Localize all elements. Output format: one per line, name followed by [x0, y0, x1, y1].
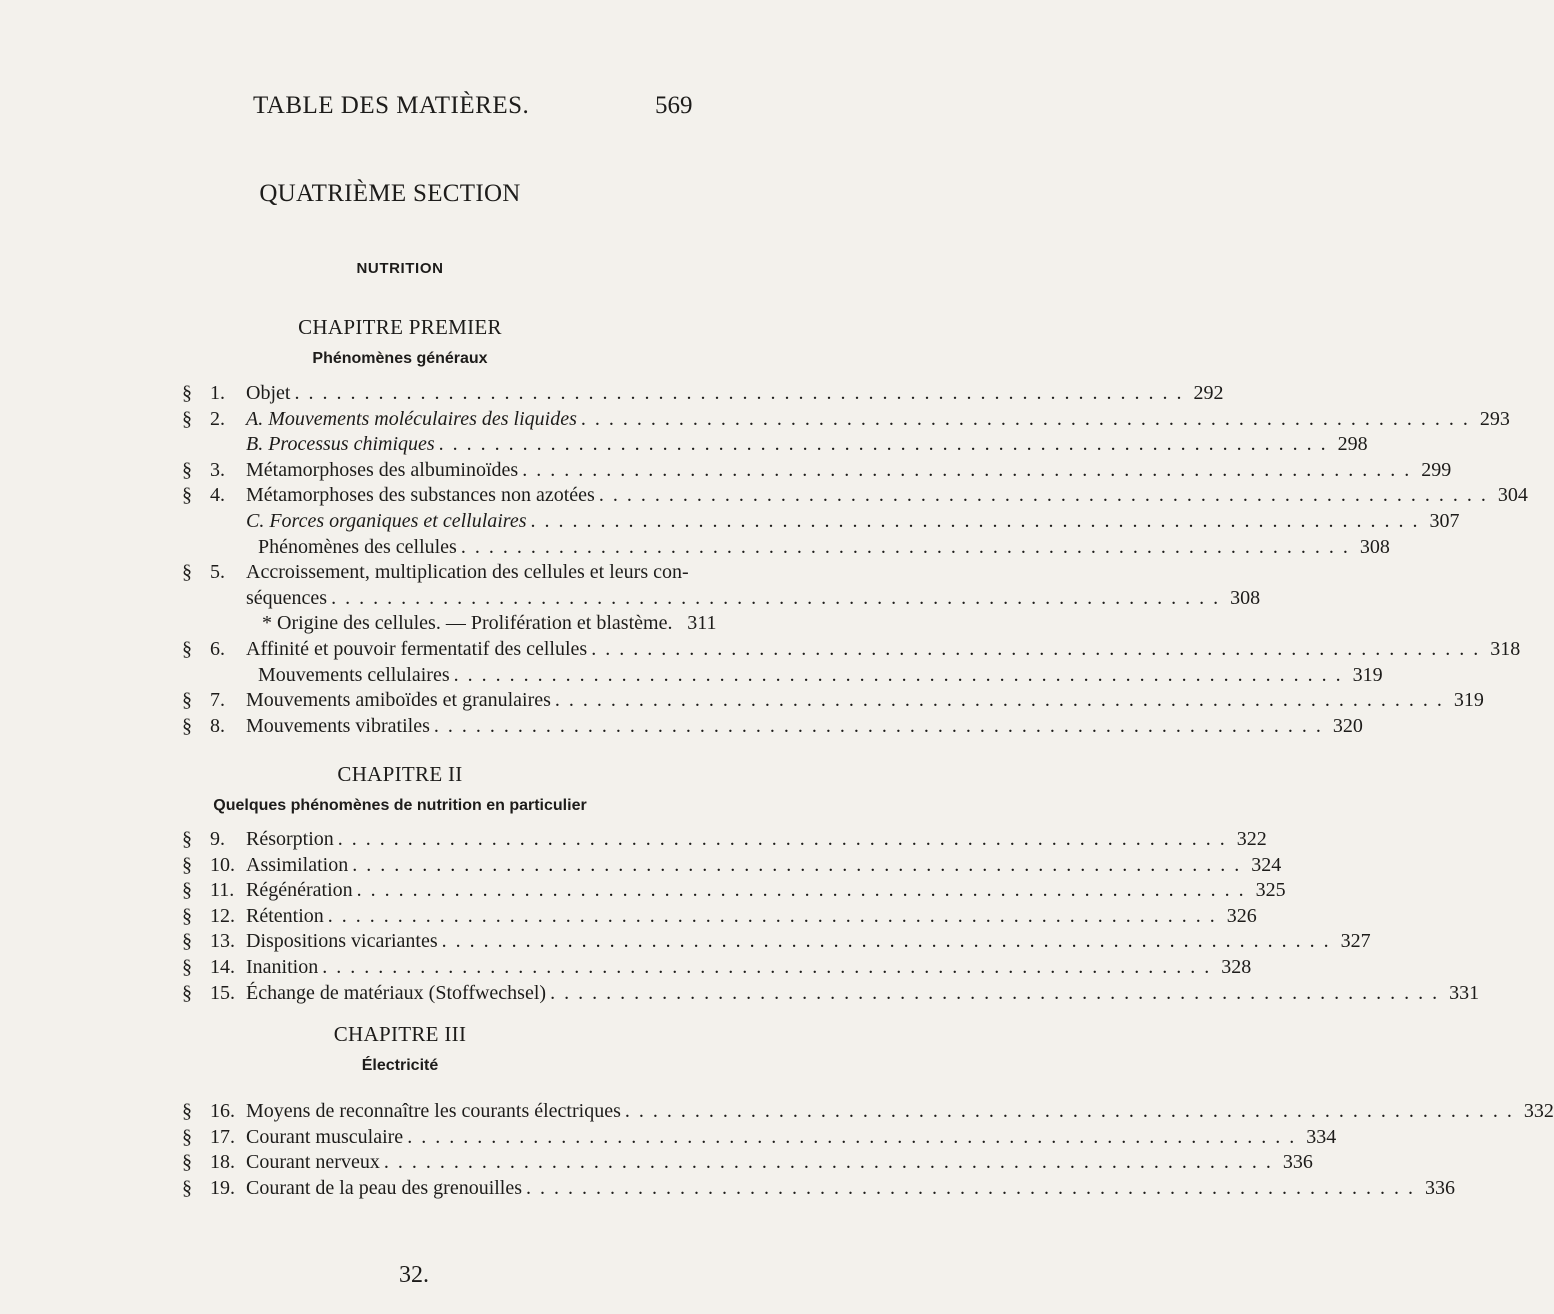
entry-number: 10.: [210, 853, 235, 876]
page-number: 569: [655, 92, 693, 119]
entry-title: Rétention: [246, 904, 324, 927]
chapter-subtitle: Quelques phénomènes de nutrition en particulier: [213, 797, 587, 814]
entry-body: [246, 826, 1267, 852]
toc-entry: [182, 852, 1282, 878]
entry-title: Régénération: [246, 879, 353, 902]
entry-title: séquences: [246, 586, 328, 609]
entry-body: [246, 1175, 1456, 1201]
entry-page: 328: [1221, 956, 1252, 978]
toc-entry: [182, 482, 1528, 508]
dot-leader: [522, 457, 1411, 483]
section-mark: §: [182, 407, 192, 430]
toc-entry: [182, 713, 1363, 739]
entry-title: Affinité et pouvoir fermentatif des cellules: [246, 638, 588, 660]
entry-number: 13.: [210, 930, 235, 953]
entry-page: 336: [1425, 1176, 1456, 1199]
entry-body: [246, 954, 1252, 980]
toc-entry: [186, 508, 1460, 534]
dot-leader: [531, 508, 1420, 534]
chapter-title: CHAPITRE PREMIER: [298, 315, 502, 339]
toc-entry: [186, 662, 1383, 688]
entry-body: [258, 662, 1383, 688]
entry-body: [246, 636, 1521, 662]
toc-entry: [182, 457, 1452, 483]
entry-body: [262, 610, 717, 636]
entry-page: 322: [1236, 828, 1267, 850]
dot-leader: [599, 482, 1488, 508]
dot-leader: [550, 980, 1439, 1006]
toc-entry: [182, 1175, 1456, 1201]
entry-number: 16.: [210, 1100, 235, 1122]
entry-number: 17.: [210, 1125, 235, 1148]
toc-entry: [186, 585, 1261, 611]
entry-page: 319: [1453, 689, 1484, 712]
section-mark: §: [182, 382, 192, 404]
toc-entry: [182, 826, 1267, 852]
entry-body: [246, 1124, 1337, 1150]
section-mark: §: [182, 828, 192, 850]
section-mark: §: [182, 689, 192, 712]
entry-title: Phénomènes des cellules: [258, 535, 457, 558]
chapter-title: CHAPITRE III: [333, 1022, 467, 1046]
entry-body: [246, 482, 1528, 508]
entry-body: [246, 928, 1371, 954]
section-mark: §: [182, 714, 192, 737]
signature-mark: 32.: [399, 1262, 429, 1288]
section-mark: §: [182, 458, 192, 481]
toc-entry: [182, 636, 1521, 662]
section-mark: §: [182, 879, 192, 902]
entry-body: [246, 713, 1363, 739]
toc-entry: [186, 610, 717, 636]
entry-number: 12.: [210, 904, 235, 927]
entry-body: [246, 852, 1282, 878]
entry-page: 334: [1306, 1125, 1337, 1148]
entry-title: Courant nerveux: [246, 1151, 380, 1174]
entry-number: 5.: [210, 561, 225, 584]
entry-page: 325: [1255, 879, 1286, 902]
entry-number: 2.: [210, 407, 225, 430]
entry-title: Mouvements cellulaires: [258, 663, 450, 686]
entry-page: 319: [1352, 663, 1383, 686]
section-mark: §: [182, 1176, 192, 1199]
entry-page: 299: [1421, 458, 1452, 481]
entry-title: C. Forces organiques et cellulaires: [246, 510, 527, 532]
dot-leader: [328, 903, 1217, 929]
section-mark: §: [182, 956, 192, 978]
toc-entry: [182, 1098, 1554, 1124]
entry-page: 311: [687, 612, 717, 635]
dot-leader: [591, 636, 1480, 662]
entry-number: 9.: [210, 828, 225, 850]
dot-leader: [581, 406, 1470, 432]
entry-number: 19.: [210, 1176, 235, 1199]
dot-leader: [338, 826, 1227, 852]
entry-number: 4.: [210, 484, 225, 507]
entry-number: 6.: [210, 638, 225, 660]
entry-page: 331: [1449, 981, 1480, 1004]
chapter-subtitle: Phénomènes généraux: [312, 350, 488, 367]
dot-leader: [439, 431, 1328, 457]
toc-entry: [182, 877, 1286, 903]
entry-page: 304: [1497, 484, 1528, 507]
entry-page: 307: [1429, 510, 1460, 532]
entry-body: [246, 1149, 1313, 1175]
toc-entry: [182, 903, 1257, 929]
entry-body: [246, 903, 1257, 929]
entry-body: [258, 534, 1390, 560]
entry-page: 308: [1359, 535, 1390, 558]
entry-title: B. Processus chimiques: [246, 433, 435, 456]
dot-leader: [331, 585, 1220, 611]
entry-body: [246, 431, 1368, 457]
toc-entry: [182, 1124, 1337, 1150]
entry-number: 15.: [210, 981, 235, 1004]
entry-title: Métamorphoses des albuminoïdes: [246, 458, 519, 481]
toc-entry: [182, 980, 1480, 1006]
entry-title: Dispositions vicariantes: [246, 930, 438, 953]
entry-number: 3.: [210, 458, 225, 481]
entry-number: 7.: [210, 689, 225, 712]
entry-body: [246, 585, 1261, 611]
entry-number: 11.: [210, 879, 235, 902]
dot-leader: [461, 534, 1350, 560]
toc-entry: [182, 928, 1371, 954]
entry-page: 292: [1193, 382, 1224, 404]
section-mark: §: [182, 930, 192, 953]
entry-title: Objet: [246, 382, 291, 404]
entry-number: 14.: [210, 956, 235, 978]
entry-title: Moyens de reconnaître les courants électriques: [246, 1100, 621, 1122]
entry-title: Courant de la peau des grenouilles: [246, 1176, 523, 1199]
entry-page: 336: [1282, 1151, 1313, 1174]
dot-leader: [294, 380, 1183, 406]
entry-number: 8.: [210, 714, 225, 737]
dot-leader: [526, 1175, 1415, 1201]
entry-title: Mouvements vibratiles: [246, 714, 430, 737]
entry-title: Accroissement, multiplication des cellules et leurs con-: [246, 561, 689, 584]
chapter-subtitle: Électricité: [361, 1057, 439, 1074]
entry-body: [246, 877, 1286, 903]
entry-page: 332: [1523, 1100, 1554, 1122]
toc-entry: [182, 406, 1510, 432]
entry-page: 320: [1332, 714, 1363, 737]
dot-leader: [322, 954, 1211, 980]
section-title: QUATRIÈME SECTION: [259, 180, 521, 207]
section-subtitle: NUTRITION: [356, 260, 444, 277]
section-mark: §: [182, 1151, 192, 1174]
toc-entry: [182, 1149, 1313, 1175]
running-head: [0, 92, 800, 132]
dot-leader: [357, 877, 1246, 903]
entry-page: 324: [1251, 853, 1282, 876]
dot-leader: [555, 687, 1444, 713]
entry-body: [246, 559, 698, 585]
section-mark: §: [182, 638, 192, 660]
entry-page: 293: [1479, 407, 1510, 430]
entry-title: Assimilation: [246, 853, 349, 876]
section-mark: §: [182, 981, 192, 1004]
entry-body: [246, 687, 1484, 713]
section-mark: §: [182, 904, 192, 927]
dot-leader: [384, 1149, 1273, 1175]
entry-title: A. Mouvements moléculaires des liquides: [246, 407, 577, 430]
toc-entry: [182, 380, 1224, 406]
entry-title: Mouvements amiboïdes et granulaires: [246, 689, 551, 712]
entry-title: Inanition: [246, 956, 319, 978]
toc-entry: [182, 687, 1484, 713]
section-mark: §: [182, 1125, 192, 1148]
dot-leader: [454, 662, 1343, 688]
entry-body: [246, 380, 1224, 406]
dot-leader: [625, 1098, 1514, 1124]
entry-title: Métamorphoses des substances non azotées: [246, 484, 595, 507]
toc-entry: [186, 534, 1390, 560]
entry-title: * Origine des cellules. — Prolifération et blastème.: [262, 612, 673, 635]
entry-title: Échange de matériaux (Stoffwechsel): [246, 981, 547, 1004]
entry-title: Courant musculaire: [246, 1125, 404, 1148]
toc-entry: [182, 559, 698, 585]
section-mark: §: [182, 853, 192, 876]
entry-body: [246, 508, 1460, 534]
dot-leader: [434, 713, 1323, 739]
entry-page: 327: [1340, 930, 1371, 953]
dot-leader: [352, 852, 1241, 878]
toc-entry: [182, 954, 1252, 980]
toc-entry: [186, 431, 1368, 457]
entry-page: 298: [1337, 433, 1368, 456]
chapter-title: CHAPITRE II: [337, 762, 463, 786]
running-title: TABLE DES MATIÈRES.: [253, 92, 530, 119]
entry-page: 326: [1226, 904, 1257, 927]
entry-number: 1.: [210, 382, 225, 404]
entry-body: [246, 406, 1510, 432]
section-mark: §: [182, 561, 192, 584]
entry-number: 18.: [210, 1151, 235, 1174]
entry-body: [246, 1098, 1554, 1124]
entry-body: [246, 457, 1452, 483]
dot-leader: [407, 1124, 1296, 1150]
entry-page: 308: [1230, 586, 1261, 609]
section-mark: §: [182, 484, 192, 507]
entry-body: [246, 980, 1480, 1006]
section-mark: §: [182, 1100, 192, 1122]
entry-title: Résorption: [246, 828, 334, 850]
entry-page: 318: [1490, 638, 1521, 660]
dot-leader: [442, 928, 1331, 954]
